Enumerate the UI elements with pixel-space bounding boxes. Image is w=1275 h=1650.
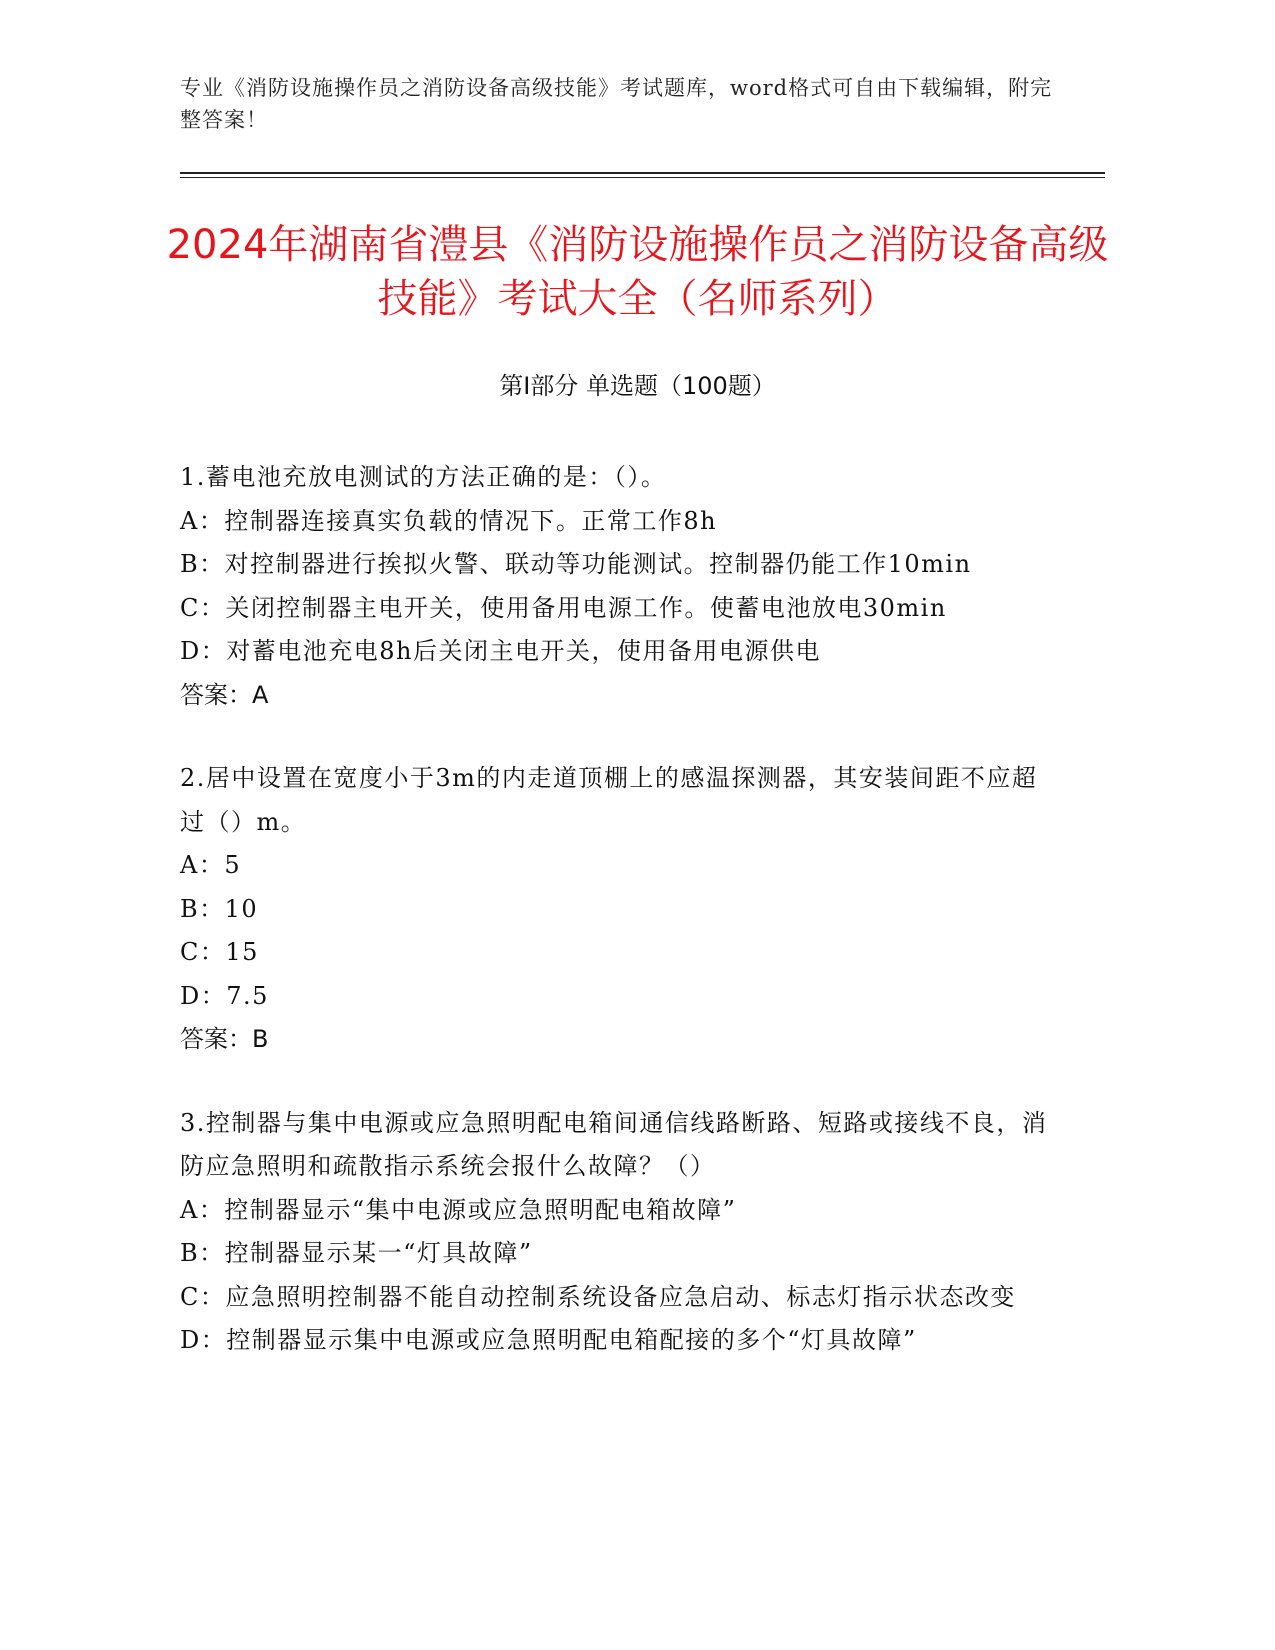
question-list bbox=[180, 456, 1050, 1403]
question-3 bbox=[180, 1102, 1050, 1363]
option-c: C：应急照明控制器不能自动控制系统设备应急启动、标志灯指示状态改变 bbox=[180, 1282, 1016, 1311]
question-2 bbox=[180, 757, 1050, 1062]
option-a: A：控制器连接真实负载的情况下。正常工作8h bbox=[180, 506, 718, 535]
answer: 答案：B bbox=[180, 1025, 269, 1053]
option-b: B：控制器显示某一“灯具故障” bbox=[180, 1239, 533, 1267]
option-d: D：对蓄电池充电8h后关闭主电开关，使用备用电源供电 bbox=[180, 637, 821, 665]
option-a: A：5 bbox=[180, 851, 242, 879]
document-title: 2024年湖南省澧县《消防设施操作员之消防设备高级技能》考试大全（名师系列） bbox=[166, 222, 1109, 322]
question-stem: 1.蓄电池充放电测试的方法正确的是：（）。 bbox=[180, 463, 667, 491]
header-divider-thick bbox=[180, 172, 1105, 174]
question-1 bbox=[180, 456, 1050, 717]
option-d: D：7.5 bbox=[180, 981, 269, 1010]
option-c: C：关闭控制器主电开关，使用备用电源工作。使蓄电池放电30min bbox=[180, 593, 947, 622]
option-b: B：10 bbox=[180, 894, 259, 923]
header-note: 专业《消防设施操作员之消防设备高级技能》考试题库，word格式可自由下载编辑，附完整答案！ bbox=[180, 76, 1053, 132]
question-stem: 3.控制器与集中电源或应急照明配电箱间通信线路断路、短路或接线不良，消防应急照明和疏散指示系统会报什么故障？（） bbox=[180, 1108, 1048, 1180]
option-c: C：15 bbox=[180, 938, 259, 966]
header-divider-thin bbox=[180, 177, 1105, 178]
answer: 答案：A bbox=[180, 680, 269, 709]
option-a: A：控制器显示“集中电源或应急照明配电箱故障” bbox=[180, 1195, 737, 1224]
option-d: D：控制器显示集中电源或应急照明配电箱配接的多个“灯具故障” bbox=[180, 1326, 917, 1354]
section-heading: 第I部分 单选题（100题） bbox=[499, 372, 776, 400]
option-b: B：对控制器进行挨拟火警、联动等功能测试。控制器仍能工作10min bbox=[180, 550, 972, 578]
question-stem: 2.居中设置在宽度小于3m的内走道顶棚上的感温探测器，其安装间距不应超过（）m。 bbox=[180, 764, 1038, 836]
